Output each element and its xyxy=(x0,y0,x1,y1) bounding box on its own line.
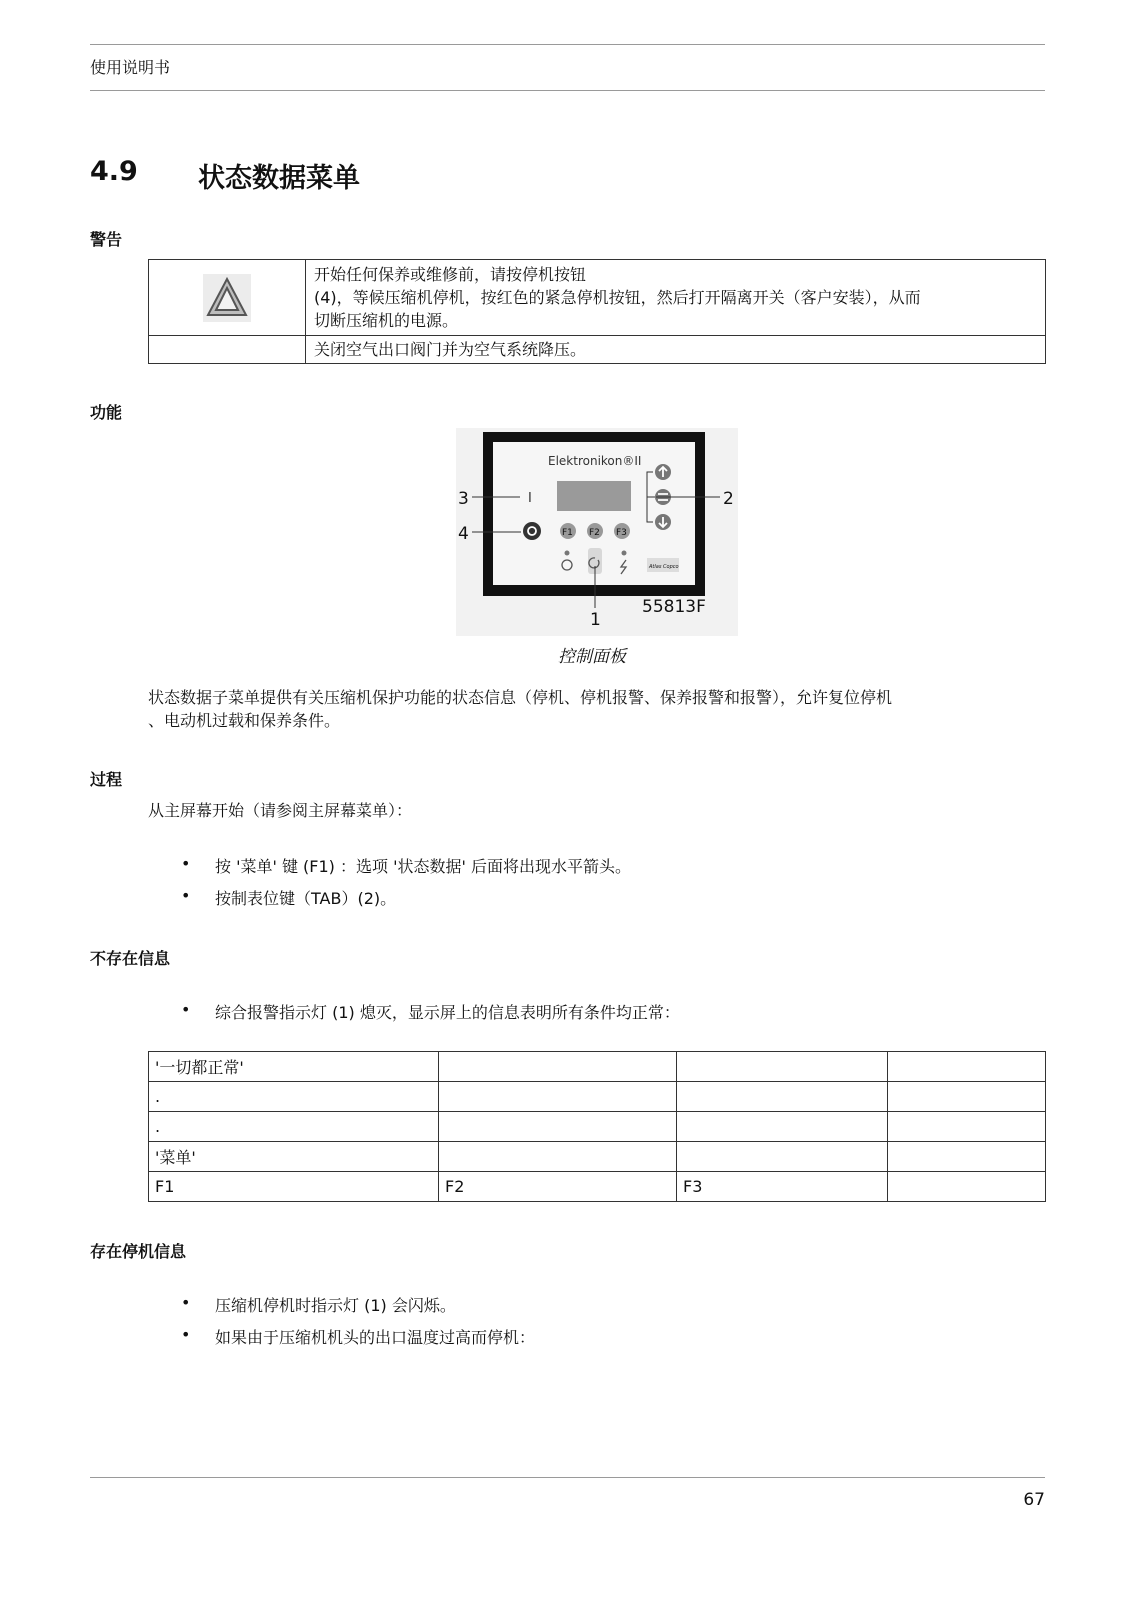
f2-key-label: F2 xyxy=(589,528,600,538)
procedure-heading: 过程 xyxy=(90,770,123,789)
callout-2: 2 xyxy=(723,489,734,509)
shutdown-heading: 存在停机信息 xyxy=(90,1242,187,1261)
function-heading: 功能 xyxy=(90,403,123,422)
table-cell xyxy=(439,1082,677,1112)
table-cell xyxy=(888,1172,1046,1202)
table-cell: . xyxy=(149,1112,439,1142)
table-cell xyxy=(677,1112,888,1142)
warning-heading: 警告 xyxy=(90,230,123,249)
footer-rule xyxy=(90,1477,1045,1478)
control-panel-figure xyxy=(450,428,750,636)
display-table xyxy=(148,1051,1046,1202)
section-title: 状态数据菜单 xyxy=(198,163,360,194)
no-message-bullet: 综合报警指示灯 (1) 熄灭，显示屏上的信息表明所有条件均正常： xyxy=(215,1003,680,1022)
stop-button-icon xyxy=(523,522,541,540)
f3-key-label: F3 xyxy=(616,528,627,538)
table-row xyxy=(149,1142,1046,1172)
table-cell xyxy=(888,1082,1046,1112)
table-row xyxy=(149,1052,1046,1082)
table-row xyxy=(149,1172,1046,1202)
atlas-copco-logo-text: Atlas Copco xyxy=(649,564,679,570)
callout-1: 1 xyxy=(590,610,601,630)
warning-text-cell xyxy=(306,260,1046,336)
bullet-marker: • xyxy=(181,854,191,873)
warning-row2-cell: 关闭空气出口阀门并为空气系统降压。 xyxy=(306,336,1046,364)
warning-triangle-icon xyxy=(203,274,251,322)
callout-3: 3 xyxy=(458,489,469,509)
table-cell xyxy=(439,1112,677,1142)
table-cell xyxy=(888,1112,1046,1142)
bullet-marker: • xyxy=(181,1293,191,1312)
function-desc-line-2: 、电动机过载和保养条件。 xyxy=(148,711,341,730)
no-message-heading: 不存在信息 xyxy=(90,949,171,968)
table-cell: '一切都正常' xyxy=(149,1052,439,1082)
f1-key-label: F1 xyxy=(562,528,573,538)
shutdown-bullet-2: 如果由于压缩机机头的出口温度过高而停机： xyxy=(215,1328,536,1347)
panel-brand: Elektronikon®II xyxy=(548,454,642,468)
header-rule-bottom xyxy=(90,90,1045,91)
panel-display xyxy=(557,481,631,511)
warning-table xyxy=(148,259,1046,364)
page-number: 67 xyxy=(1023,1490,1045,1510)
table-cell xyxy=(677,1082,888,1112)
table-cell: F3 xyxy=(677,1172,888,1202)
table-cell: F1 xyxy=(149,1172,439,1202)
table-cell: '菜单' xyxy=(149,1142,439,1172)
table-cell xyxy=(888,1052,1046,1082)
procedure-step-2: 按制表位键（TAB）(2)。 xyxy=(215,889,397,908)
figure-id: 55813F xyxy=(642,597,706,617)
figure-caption: 控制面板 xyxy=(558,647,626,667)
table-row xyxy=(149,1082,1046,1112)
table-cell xyxy=(439,1142,677,1172)
table-cell xyxy=(677,1052,888,1082)
header-rule-top xyxy=(90,44,1045,45)
warning-icon-cell xyxy=(149,260,306,336)
section-number: 4.9 xyxy=(90,156,138,187)
table-cell xyxy=(439,1052,677,1082)
warning-line-2: (4)，等候压缩机停机，按红色的紧急停机按钮，然后打开隔离开关（客户安装），从而 xyxy=(314,288,921,307)
procedure-intro: 从主屏幕开始（请参阅主屏幕菜单）： xyxy=(148,801,413,820)
callout-4: 4 xyxy=(458,524,469,544)
warning-line-1: 开始任何保养或维修前，请按停机按钮 xyxy=(314,265,587,284)
header-title: 使用说明书 xyxy=(90,58,171,77)
shutdown-bullet-1: 压缩机停机时指示灯 (1) 会闪烁。 xyxy=(215,1296,456,1315)
table-cell xyxy=(677,1142,888,1172)
table-cell: F2 xyxy=(439,1172,677,1202)
table-row xyxy=(149,1112,1046,1142)
bullet-marker: • xyxy=(181,1000,191,1019)
warning-line-3: 切断压缩机的电源。 xyxy=(314,311,459,330)
warning-empty-cell xyxy=(149,336,306,364)
table-cell xyxy=(888,1142,1046,1172)
table-cell: . xyxy=(149,1082,439,1112)
bullet-marker: • xyxy=(181,1325,191,1344)
start-symbol: I xyxy=(528,491,532,506)
function-desc-line-1: 状态数据子菜单提供有关压缩机保护功能的状态信息（停机、停机报警、保养报警和报警），允许复位停机 xyxy=(148,688,893,707)
function-description xyxy=(148,686,892,732)
procedure-step-1: 按 '菜单' 键 (F1) ：选项 '状态数据' 后面将出现水平箭头。 xyxy=(215,857,631,876)
bullet-marker: • xyxy=(181,886,191,905)
